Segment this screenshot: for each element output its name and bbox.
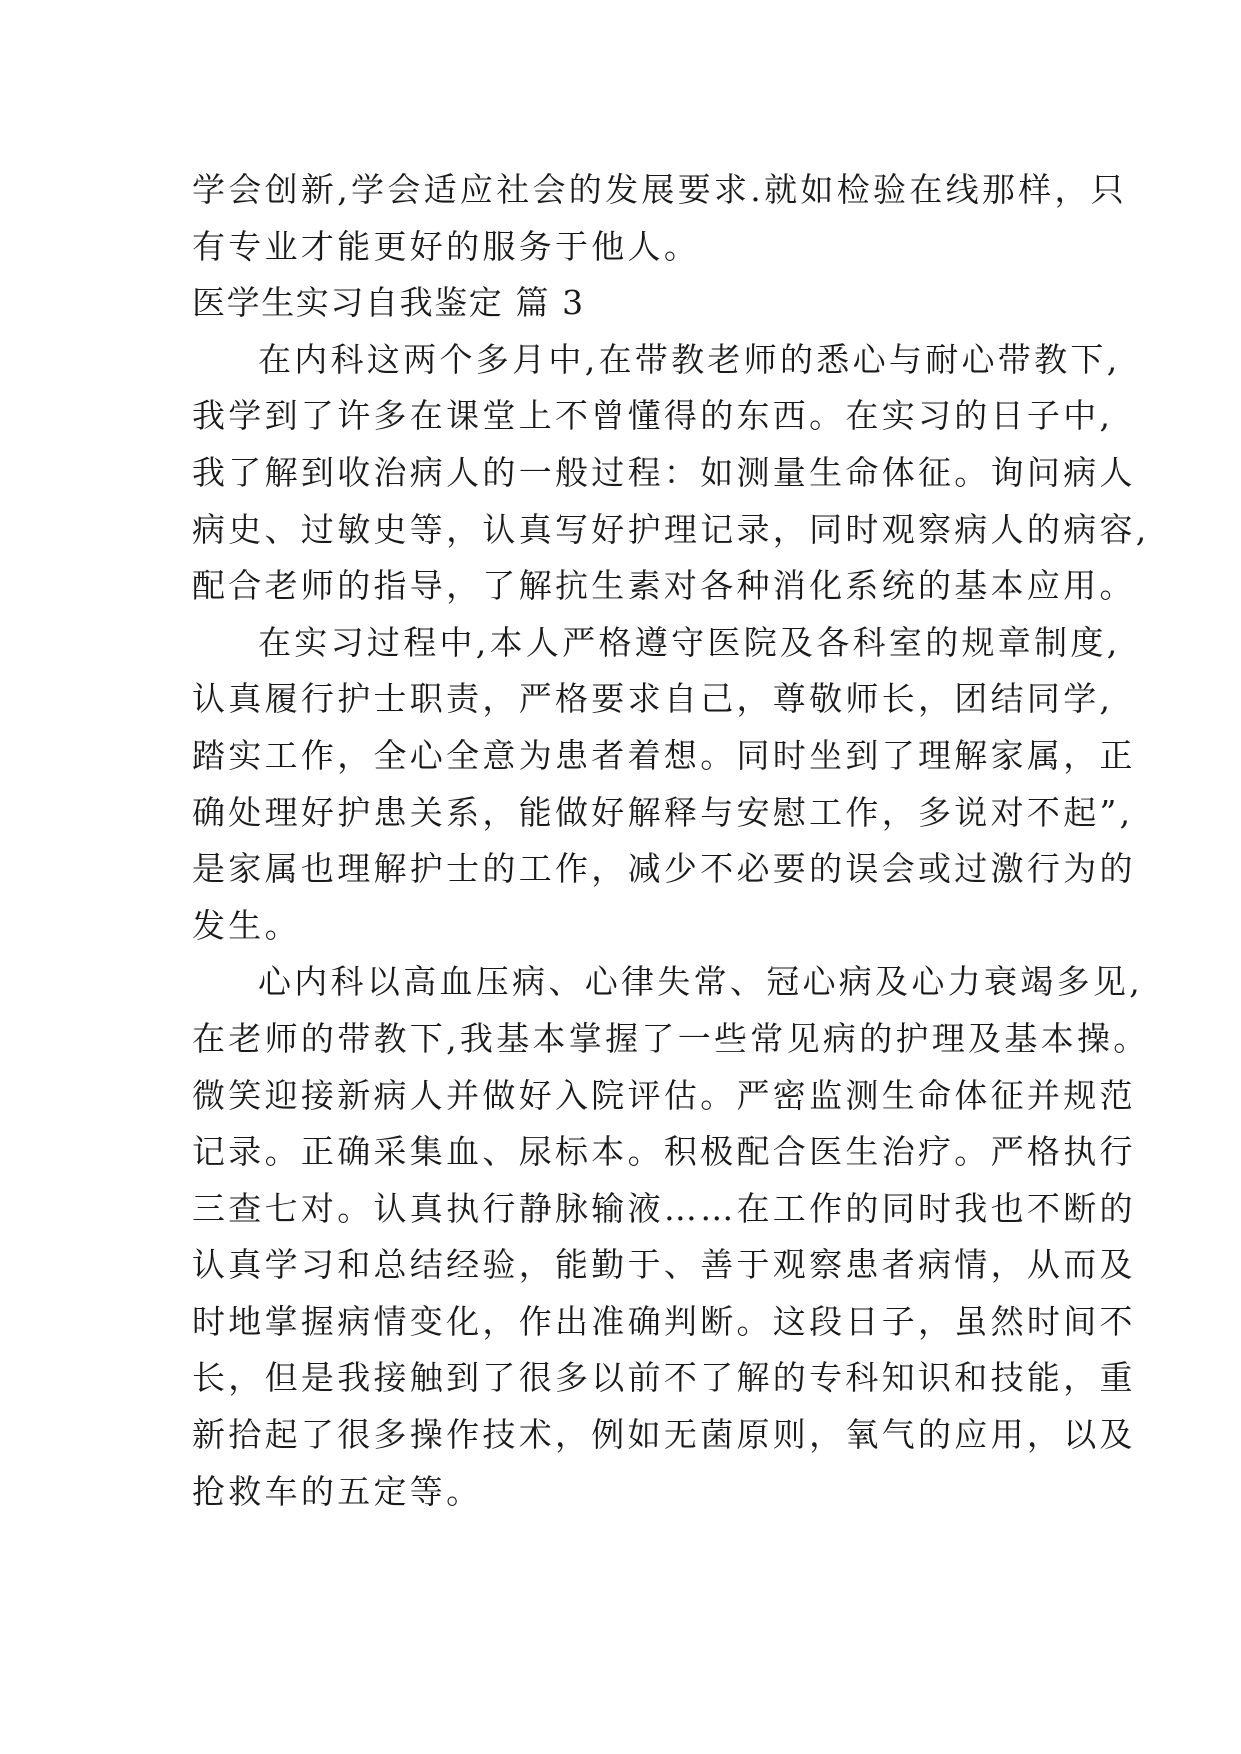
text-line: 有专业才能更好的服务于他人。 [192,226,701,266]
text-line: 我学到了许多在课堂上不曾懂得的东西。在实习的日子中, [192,396,1114,436]
text-line: 新拾起了很多操作技术，例如无菌原则，氧气的应用，以及 [192,1415,1136,1455]
text-line: 在实习过程中,本人严格遵守医院及各科室的规章制度, [258,622,1121,662]
text-line: 抢救车的五定等。 [192,1471,483,1511]
paragraph-1 [192,332,1150,615]
text-line: 心内科以高血压病、心律失常、冠心病及心力衰竭多见, [258,962,1143,1002]
text-line: 是家属也理解护士的工作，减少不必要的误会或过激行为的 [192,849,1136,889]
intro-paragraph [192,162,1128,275]
text-line: 学会创新,学会适应社会的发展要求.就如检验在线那样，只 [192,170,1128,209]
text-line: 认真学习和总结经验，能勤于、善于观察患者病情，从而及 [192,1245,1136,1285]
paragraph-3 [192,954,1150,1520]
text-line: 发生。 [192,905,301,945]
text-line: 三查七对。认真执行静脉输液……在工作的同时我也不断的 [192,1188,1136,1228]
section-heading [192,275,1072,332]
text-line: 微笑迎接新病人并做好入院评估。严密监测生命体征并规范 [192,1075,1136,1115]
text-line: 病史、过敏史等，认真写好护理记录，同时观察病人的病容, [192,509,1150,549]
text-line: 在老师的带教下,我基本掌握了一些常见病的护理及基本操。 [192,1018,1150,1058]
text-line: 认真履行护士职责，严格要求自己，尊敬师长，团结同学, [192,679,1114,719]
text-line: 时地掌握病情变化，作出准确判断。这段日子，虽然时间不 [192,1301,1136,1341]
text-line: 确处理好护患关系，能做好解释与安慰工作，多说对不起”, [192,792,1134,832]
section-heading-text: 医学生实习自我鉴定 篇 3 [192,283,585,323]
text-line: 配合老师的指导，了解抗生素对各种消化系统的基本应用。 [192,566,1136,606]
paragraph-2 [192,615,1136,955]
text-line: 在内科这两个多月中,在带教老师的悉心与耐心带教下, [258,339,1121,379]
text-line: 踏实工作，全心全意为患者着想。同时坐到了理解家属，正 [192,735,1136,775]
document-body [192,162,1150,1520]
text-line: 记录。正确采集血、尿标本。积极配合医生治疗。严格执行 [192,1132,1136,1172]
text-line: 我了解到收治病人的一般过程：如测量生命体征。询问病人 [192,452,1136,492]
text-line: 长，但是我接触到了很多以前不了解的专科知识和技能，重 [192,1358,1136,1398]
